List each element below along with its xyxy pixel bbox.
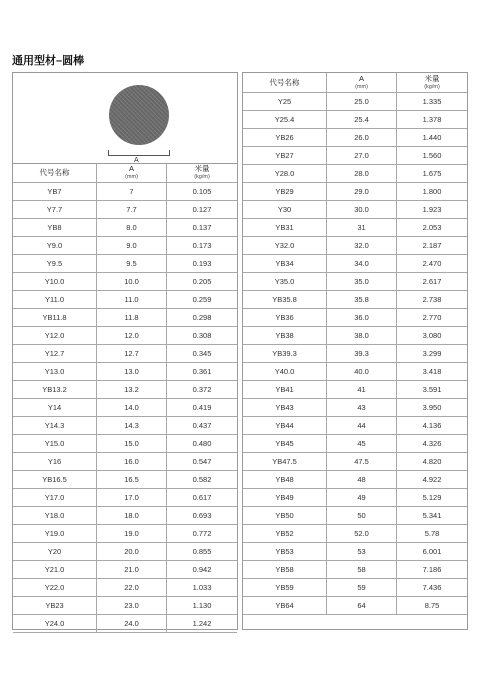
header-a <box>97 163 167 182</box>
cell-weight: 0.173 <box>192 241 212 250</box>
cell-a: 35.0 <box>327 273 397 290</box>
cell-a: 45 <box>327 435 397 452</box>
cell-code: YB49 <box>243 489 327 506</box>
cell-a: 58 <box>327 561 397 578</box>
cell-weight: 0.942 <box>192 565 212 574</box>
cell-code: YB47.5 <box>243 453 327 470</box>
cell-code: Y21.0 <box>13 561 97 578</box>
cell-code: Y9.5 <box>13 255 97 272</box>
cell-weight: 5.78 <box>424 529 440 538</box>
right-table-header <box>243 73 467 93</box>
diameter-dimension-line <box>108 150 170 156</box>
table-row <box>13 309 237 327</box>
cell-a: 7 <box>97 183 167 200</box>
table-row <box>13 525 237 543</box>
table-row <box>13 561 237 579</box>
cell-a: 41 <box>327 381 397 398</box>
table-row <box>243 453 467 471</box>
cell-a: 16.0 <box>97 453 167 470</box>
cell-code: YB13.2 <box>13 381 97 398</box>
cell-code: YB38 <box>243 327 327 344</box>
table-row <box>13 507 237 525</box>
cell-code: YB16.5 <box>13 471 97 488</box>
table-row <box>243 381 467 399</box>
table-row <box>13 453 237 471</box>
diameter-label: A <box>134 157 139 164</box>
table-row <box>13 237 237 255</box>
cell-code: YB58 <box>243 561 327 578</box>
cell-a: 15.0 <box>97 435 167 452</box>
cell-a: 64 <box>327 597 397 614</box>
cell-a: 39.3 <box>327 345 397 362</box>
cell-a: 27.0 <box>327 147 397 164</box>
cell-code: Y11.0 <box>13 291 97 308</box>
table-row <box>243 201 467 219</box>
left-table-panel <box>12 72 238 630</box>
cell-a: 21.0 <box>97 561 167 578</box>
right-table-panel <box>242 72 468 630</box>
cell-weight: 2.470 <box>422 259 442 268</box>
cell-weight: 3.950 <box>422 403 442 412</box>
table-row <box>243 345 467 363</box>
table-row <box>243 219 467 237</box>
cell-a: 34.0 <box>327 255 397 272</box>
cell-weight: 4.326 <box>422 439 442 448</box>
cell-weight: 0.345 <box>192 349 212 358</box>
cell-code: Y10.0 <box>13 273 97 290</box>
table-row <box>13 381 237 399</box>
table-row <box>243 111 467 129</box>
cell-code: YB35.8 <box>243 291 327 308</box>
header-a-unit: (mm) <box>355 83 368 90</box>
cell-a: 11.8 <box>97 309 167 326</box>
cell-a: 13.0 <box>97 363 167 380</box>
table-row <box>243 291 467 309</box>
cell-weight: 0.298 <box>192 313 212 322</box>
cell-code: Y12.7 <box>13 345 97 362</box>
cell-a: 14.0 <box>97 399 167 416</box>
cell-a: 14.3 <box>97 417 167 434</box>
cell-code: YB8 <box>13 219 97 236</box>
cell-weight: 0.127 <box>192 205 212 214</box>
cell-weight: 0.582 <box>192 475 212 484</box>
left-table-header <box>13 163 237 183</box>
cell-weight: 3.299 <box>422 349 442 358</box>
cell-code: YB43 <box>243 399 327 416</box>
cell-a: 17.0 <box>97 489 167 506</box>
table-row <box>243 147 467 165</box>
table-row <box>13 363 237 381</box>
cell-weight: 0.547 <box>192 457 212 466</box>
cell-code: YB26 <box>243 129 327 146</box>
cell-a: 25.4 <box>327 111 397 128</box>
cell-weight: 0.137 <box>192 223 212 232</box>
table-row <box>243 561 467 579</box>
cell-code: YB31 <box>243 219 327 236</box>
cell-code: Y40.0 <box>243 363 327 380</box>
cell-a: 26.0 <box>327 129 397 146</box>
cell-code: Y13.0 <box>13 363 97 380</box>
cell-weight: 0.480 <box>192 439 212 448</box>
round-bar-cross-section-icon <box>109 85 169 145</box>
cell-weight: 2.053 <box>422 223 442 232</box>
header-a-label: A <box>358 73 364 83</box>
cell-a: 12.7 <box>97 345 167 362</box>
cell-a: 40.0 <box>327 363 397 380</box>
cell-code: YB29 <box>243 183 327 200</box>
cell-code: Y25.4 <box>243 111 327 128</box>
cell-code: Y17.0 <box>13 489 97 506</box>
cell-a: 49 <box>327 489 397 506</box>
table-row <box>243 309 467 327</box>
cell-weight: 5.341 <box>422 511 442 520</box>
cell-weight: 0.437 <box>192 421 212 430</box>
cell-weight: 1.335 <box>422 97 442 106</box>
cell-code: Y24.0 <box>13 615 97 632</box>
table-row <box>243 471 467 489</box>
cell-weight: 8.75 <box>424 601 440 610</box>
cell-code: YB27 <box>243 147 327 164</box>
cell-weight: 4.922 <box>422 475 442 484</box>
cell-code: Y14.3 <box>13 417 97 434</box>
cell-code: Y7.7 <box>13 201 97 218</box>
cell-weight: 0.361 <box>192 367 212 376</box>
table-row <box>243 597 467 615</box>
table-row <box>13 327 237 345</box>
round-bar-figure <box>13 73 237 164</box>
table-row <box>243 435 467 453</box>
table-row <box>13 471 237 489</box>
table-row <box>243 183 467 201</box>
cell-code: YB23 <box>13 597 97 614</box>
cell-a: 47.5 <box>327 453 397 470</box>
cell-a: 24.0 <box>97 615 167 632</box>
table-row <box>243 525 467 543</box>
cell-a: 16.5 <box>97 471 167 488</box>
cell-code: Y30 <box>243 201 327 218</box>
header-weight <box>397 73 467 92</box>
table-row <box>13 615 237 633</box>
header-code <box>243 73 327 92</box>
cell-code: YB53 <box>243 543 327 560</box>
cell-a: 9.0 <box>97 237 167 254</box>
cell-a: 30.0 <box>327 201 397 218</box>
cell-weight: 7.186 <box>422 565 442 574</box>
cell-a: 19.0 <box>97 525 167 542</box>
cell-a: 43 <box>327 399 397 416</box>
cell-weight: 1.923 <box>422 205 442 214</box>
cell-code: YB44 <box>243 417 327 434</box>
cell-a: 7.7 <box>97 201 167 218</box>
cell-a: 29.0 <box>327 183 397 200</box>
cell-code: Y15.0 <box>13 435 97 452</box>
cell-a: 23.0 <box>97 597 167 614</box>
table-row <box>243 255 467 273</box>
cell-weight: 2.770 <box>422 313 442 322</box>
header-code-label: 代号名称 <box>39 167 70 177</box>
cell-weight: 0.205 <box>192 277 212 286</box>
cell-a: 32.0 <box>327 237 397 254</box>
cell-code: YB11.8 <box>13 309 97 326</box>
cell-code: Y19.0 <box>13 525 97 542</box>
table-row <box>13 219 237 237</box>
table-row <box>243 507 467 525</box>
cell-weight: 1.130 <box>192 601 212 610</box>
table-row <box>243 165 467 183</box>
header-a-label: A <box>128 163 134 173</box>
cell-code: Y14 <box>13 399 97 416</box>
cell-weight: 2.617 <box>422 277 442 286</box>
cell-weight: 0.855 <box>192 547 212 556</box>
cell-a: 9.5 <box>97 255 167 272</box>
cell-weight: 3.418 <box>422 367 442 376</box>
table-row <box>13 345 237 363</box>
table-row <box>13 399 237 417</box>
table-row <box>243 543 467 561</box>
cell-weight: 0.308 <box>192 331 212 340</box>
cell-weight: 0.193 <box>192 259 212 268</box>
header-weight-unit: (kg/m) <box>194 173 210 180</box>
cell-a: 59 <box>327 579 397 596</box>
cell-weight: 6.001 <box>422 547 442 556</box>
cell-a: 50 <box>327 507 397 524</box>
header-weight-unit: (kg/m) <box>424 83 440 90</box>
cell-a: 38.0 <box>327 327 397 344</box>
cell-code: YB52 <box>243 525 327 542</box>
cell-code: Y25 <box>243 93 327 110</box>
cell-code: Y35.0 <box>243 273 327 290</box>
cell-a: 18.0 <box>97 507 167 524</box>
cell-weight: 0.693 <box>192 511 212 520</box>
table-row <box>13 417 237 435</box>
cell-weight: 1.378 <box>422 115 442 124</box>
cell-weight: 1.800 <box>422 187 442 196</box>
cell-a: 20.0 <box>97 543 167 560</box>
header-weight-label: 米量 <box>424 73 440 83</box>
cell-a: 36.0 <box>327 309 397 326</box>
table-row <box>243 363 467 381</box>
cell-a: 12.0 <box>97 327 167 344</box>
cell-a: 44 <box>327 417 397 434</box>
cell-a: 28.0 <box>327 165 397 182</box>
cell-weight: 0.105 <box>192 187 212 196</box>
cell-weight: 2.738 <box>422 295 442 304</box>
cell-weight: 3.080 <box>422 331 442 340</box>
cell-code: YB59 <box>243 579 327 596</box>
table-row <box>13 489 237 507</box>
cell-code: YB36 <box>243 309 327 326</box>
table-row <box>243 489 467 507</box>
table-row <box>13 597 237 615</box>
table-row <box>13 273 237 291</box>
cell-weight: 2.187 <box>422 241 442 250</box>
cell-a: 22.0 <box>97 579 167 596</box>
table-row <box>243 273 467 291</box>
header-weight-label: 米量 <box>194 163 210 173</box>
cell-weight: 4.820 <box>422 457 442 466</box>
cell-weight: 4.136 <box>422 421 442 430</box>
table-row <box>13 201 237 219</box>
table-row <box>243 399 467 417</box>
cell-code: Y18.0 <box>13 507 97 524</box>
table-row <box>243 327 467 345</box>
header-a-unit: (mm) <box>125 173 138 180</box>
cell-weight: 0.372 <box>192 385 212 394</box>
header-code-label: 代号名称 <box>269 77 300 87</box>
page-title: 通用型材–圆棒 <box>12 55 85 67</box>
cell-a: 31 <box>327 219 397 236</box>
cell-a: 8.0 <box>97 219 167 236</box>
cell-weight: 7.436 <box>422 583 442 592</box>
table-row <box>13 543 237 561</box>
cell-a: 52.0 <box>327 525 397 542</box>
cell-code: Y12.0 <box>13 327 97 344</box>
table-row <box>13 255 237 273</box>
cell-weight: 0.617 <box>192 493 212 502</box>
cell-weight: 1.242 <box>192 619 212 628</box>
cell-a: 13.2 <box>97 381 167 398</box>
cell-weight: 0.772 <box>192 529 212 538</box>
table-row <box>243 129 467 147</box>
cell-code: Y16 <box>13 453 97 470</box>
header-weight <box>167 163 237 182</box>
cell-code: YB45 <box>243 435 327 452</box>
cell-code: Y28.0 <box>243 165 327 182</box>
table-row <box>13 183 237 201</box>
table-row <box>243 237 467 255</box>
table-row <box>243 579 467 597</box>
cell-weight: 1.675 <box>422 169 442 178</box>
cell-weight: 1.560 <box>422 151 442 160</box>
cell-code: YB50 <box>243 507 327 524</box>
header-code <box>13 163 97 182</box>
cell-code: YB41 <box>243 381 327 398</box>
cell-code: YB7 <box>13 183 97 200</box>
cell-code: YB64 <box>243 597 327 614</box>
table-row <box>243 417 467 435</box>
cell-weight: 1.033 <box>192 583 212 592</box>
cell-code: Y9.0 <box>13 237 97 254</box>
table-row <box>13 435 237 453</box>
cell-weight: 0.259 <box>192 295 212 304</box>
cell-code: Y22.0 <box>13 579 97 596</box>
cell-code: Y20 <box>13 543 97 560</box>
header-a <box>327 73 397 92</box>
cell-weight: 0.419 <box>192 403 212 412</box>
table-row <box>13 291 237 309</box>
cell-code: YB39.3 <box>243 345 327 362</box>
cell-weight: 1.440 <box>422 133 442 142</box>
cell-code: YB48 <box>243 471 327 488</box>
cell-a: 53 <box>327 543 397 560</box>
cell-weight: 3.591 <box>422 385 442 394</box>
table-row <box>243 93 467 111</box>
cell-a: 25.0 <box>327 93 397 110</box>
cell-a: 35.8 <box>327 291 397 308</box>
table-row <box>13 579 237 597</box>
cell-a: 11.0 <box>97 291 167 308</box>
cell-weight: 5.129 <box>422 493 442 502</box>
cell-code: Y32.0 <box>243 237 327 254</box>
cell-a: 48 <box>327 471 397 488</box>
cell-code: YB34 <box>243 255 327 272</box>
cell-a: 10.0 <box>97 273 167 290</box>
